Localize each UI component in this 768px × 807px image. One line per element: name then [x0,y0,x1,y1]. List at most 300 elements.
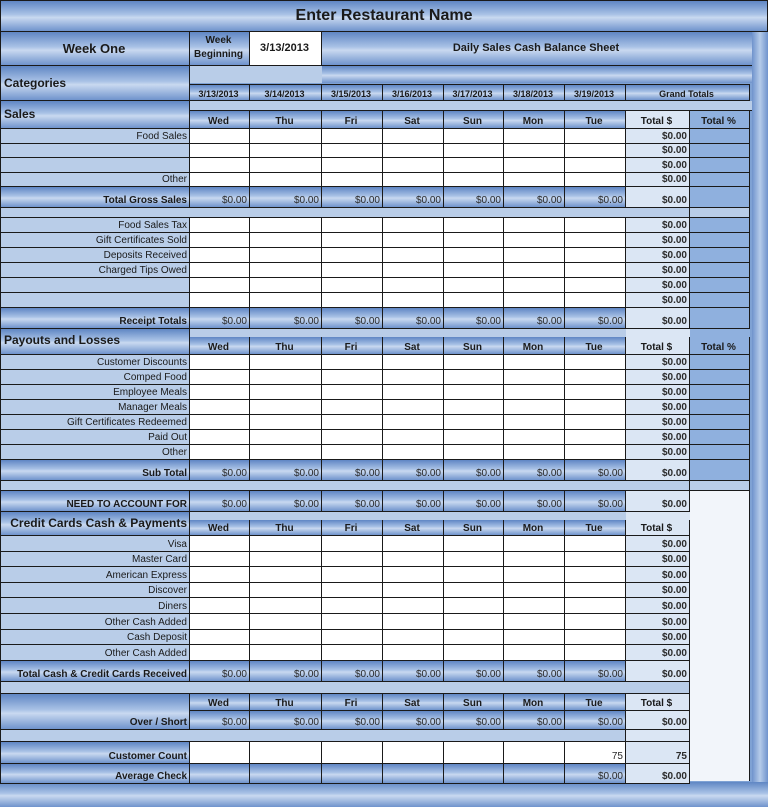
input-cell[interactable] [504,144,565,159]
day-header-tue: Tue [565,520,626,536]
input-cell[interactable] [190,218,250,233]
input-cell[interactable] [250,598,322,614]
row-label: Food Sales [0,129,190,144]
input-cell[interactable] [504,355,565,370]
week-beginning-input[interactable]: 3/13/2013 [250,32,322,66]
input-cell[interactable] [504,173,565,188]
input-cell[interactable] [383,430,444,445]
input-cell[interactable] [444,630,504,646]
over-short-cell: $0.00 [565,711,626,730]
row-pct [690,233,750,248]
customer-count-total: 75 [626,742,690,764]
input-cell[interactable] [322,129,383,144]
input-cell[interactable] [565,385,626,400]
date-header: 3/18/2013 [504,84,565,101]
input-cell[interactable] [322,158,383,173]
input-cell[interactable] [383,552,444,568]
sub-total-cell: $0.00 [444,460,504,481]
input-cell[interactable] [444,552,504,568]
sub-total-pct [690,460,750,481]
over-short-total: $0.00 [626,711,690,730]
input-cell[interactable] [322,355,383,370]
input-cell[interactable] [322,430,383,445]
input-cell[interactable] [190,536,250,552]
input-cell[interactable] [250,278,322,293]
input-cell[interactable] [383,144,444,159]
input-cell[interactable] [504,552,565,568]
input-cell[interactable] [565,370,626,385]
day-header-sun: Sun [444,111,504,129]
input-cell[interactable] [250,129,322,144]
day-header-mon: Mon [504,337,565,355]
input-cell[interactable] [504,614,565,630]
input-cell[interactable] [322,278,383,293]
row-label: Customer Discounts [0,355,190,370]
day-header-tue: Tue [565,111,626,129]
total-gross-sales-pct [690,187,750,208]
input-cell[interactable] [504,583,565,599]
need-total: $0.00 [626,491,690,512]
input-cell[interactable] [504,278,565,293]
input-cell[interactable] [190,445,250,460]
spacer [626,512,690,520]
input-cell[interactable] [504,598,565,614]
average-check-total: $0.00 [626,764,690,784]
row-total: $0.00 [626,158,690,173]
bottom-frame [0,782,768,807]
input-cell[interactable] [190,567,250,583]
input-cell[interactable] [322,248,383,263]
total-gross-sales-cell: $0.00 [322,187,383,208]
date-header: 3/19/2013 [565,84,626,101]
input-cell[interactable] [250,415,322,430]
row-total: $0.00 [626,218,690,233]
input-cell[interactable] [190,293,250,308]
receipt-totals-cell: $0.00 [504,308,565,329]
blank-area [690,491,750,781]
input-cell[interactable] [383,263,444,278]
input-cell[interactable] [444,355,504,370]
input-cell[interactable] [190,552,250,568]
row-total: $0.00 [626,567,690,583]
receipt-totals-cell: $0.00 [250,308,322,329]
input-cell[interactable] [190,129,250,144]
average-check-cell [322,764,383,784]
input-cell[interactable] [504,248,565,263]
row-label: Other Cash Added [0,614,190,630]
input-cell[interactable] [190,144,250,159]
row-pct [690,445,750,460]
input-cell[interactable] [383,415,444,430]
input-cell[interactable] [322,598,383,614]
input-cell[interactable] [444,158,504,173]
input-cell[interactable] [504,370,565,385]
input-cell[interactable] [322,552,383,568]
row-total: $0.00 [626,370,690,385]
input-cell[interactable] [190,248,250,263]
input-cell[interactable] [504,293,565,308]
input-cell[interactable] [565,645,626,661]
input-cell[interactable] [565,430,626,445]
average-check-cell [504,764,565,784]
input-cell[interactable] [444,430,504,445]
input-cell[interactable] [383,173,444,188]
input-cell[interactable] [444,144,504,159]
input-cell[interactable] [250,293,322,308]
input-cell[interactable] [565,598,626,614]
input-cell[interactable] [383,385,444,400]
input-cell[interactable] [322,583,383,599]
input-cell[interactable] [250,445,322,460]
receipt-totals-cell: $0.00 [444,308,504,329]
input-cell[interactable] [444,385,504,400]
input-cell[interactable] [444,218,504,233]
input-cell[interactable] [444,248,504,263]
total-dollar-header: Total $ [626,337,690,355]
total-gross-sales-label: Total Gross Sales [0,187,190,208]
input-cell[interactable] [250,158,322,173]
input-cell[interactable] [250,218,322,233]
input-cell[interactable] [322,233,383,248]
input-cell[interactable] [565,536,626,552]
sub-total-cell: $0.00 [322,460,383,481]
date-header: 3/14/2013 [250,84,322,101]
row-total: $0.00 [626,278,690,293]
input-cell[interactable] [383,129,444,144]
input-cell[interactable] [190,400,250,415]
sub-total-total: $0.00 [626,460,690,481]
input-cell[interactable] [383,355,444,370]
input-cell[interactable] [444,598,504,614]
input-cell[interactable] [250,430,322,445]
row-total: $0.00 [626,129,690,144]
input-cell[interactable] [565,248,626,263]
row-pct [690,293,750,308]
input-cell[interactable] [565,445,626,460]
header-spacer [190,66,322,83]
customer-count-input[interactable] [250,742,322,764]
input-cell[interactable] [444,536,504,552]
day-header-wed: Wed [190,337,250,355]
input-cell[interactable] [322,144,383,159]
input-cell[interactable] [383,400,444,415]
row-pct [690,248,750,263]
row-pct [690,370,750,385]
input-cell[interactable] [444,129,504,144]
input-cell[interactable] [383,445,444,460]
input-cell[interactable] [250,263,322,278]
total-gross-sales-cell: $0.00 [383,187,444,208]
row-label: Visa [0,536,190,552]
row-label: Charged Tips Owed [0,263,190,278]
day-header-sun: Sun [444,694,504,711]
input-cell[interactable] [322,630,383,646]
over-short-cell: $0.00 [504,711,565,730]
total-cash-credit-label: Total Cash & Credit Cards Received [0,661,190,682]
input-cell[interactable] [250,385,322,400]
row-total: $0.00 [626,400,690,415]
input-cell[interactable] [565,158,626,173]
total-pct-header: Total % [690,337,750,355]
need-cell: $0.00 [504,491,565,512]
average-check-cell [444,764,504,784]
input-cell[interactable] [565,129,626,144]
input-cell[interactable] [190,430,250,445]
spacer-row-pct [690,481,750,491]
day-header-thu: Thu [250,337,322,355]
input-cell[interactable] [250,552,322,568]
input-cell[interactable] [383,567,444,583]
input-cell[interactable] [565,355,626,370]
customer-count-input[interactable] [383,742,444,764]
input-cell[interactable] [383,598,444,614]
input-cell[interactable] [190,278,250,293]
input-cell[interactable] [190,370,250,385]
customer-count-input[interactable] [504,742,565,764]
date-header: 3/13/2013 [190,84,250,101]
row-label [0,158,190,173]
input-cell[interactable] [190,614,250,630]
categories-label: Categories [0,66,190,101]
sub-total-cell: $0.00 [565,460,626,481]
day-header-thu: Thu [250,520,322,536]
input-cell[interactable] [190,415,250,430]
total-dollar-header: Total $ [626,694,690,711]
input-cell[interactable] [565,614,626,630]
row-total: $0.00 [626,598,690,614]
input-cell[interactable] [565,552,626,568]
input-cell[interactable] [383,645,444,661]
input-cell[interactable] [383,248,444,263]
input-cell[interactable] [250,614,322,630]
input-cell[interactable] [190,645,250,661]
total-dollar-header: Total $ [626,520,690,536]
input-cell[interactable] [250,173,322,188]
input-cell[interactable] [250,645,322,661]
day-header-sun: Sun [444,337,504,355]
input-cell[interactable] [383,293,444,308]
input-cell[interactable] [383,536,444,552]
need-cell: $0.00 [250,491,322,512]
input-cell[interactable] [565,278,626,293]
need-cell: $0.00 [444,491,504,512]
row-pct [690,158,750,173]
input-cell[interactable] [383,583,444,599]
input-cell[interactable] [383,233,444,248]
input-cell[interactable] [504,445,565,460]
row-label: Diners [0,598,190,614]
grand-totals-header: Grand Totals [626,84,750,101]
total-cash-credit-total: $0.00 [626,661,690,682]
input-cell[interactable] [444,293,504,308]
input-cell[interactable] [504,158,565,173]
input-cell[interactable] [504,567,565,583]
input-cell[interactable] [322,645,383,661]
day-header-fri: Fri [322,337,383,355]
input-cell[interactable] [444,278,504,293]
customer-count-input[interactable]: 75 [565,742,626,764]
input-cell[interactable] [190,233,250,248]
input-cell[interactable] [565,218,626,233]
input-cell[interactable] [504,430,565,445]
input-cell[interactable] [250,583,322,599]
input-cell[interactable] [190,263,250,278]
row-total: $0.00 [626,173,690,188]
customer-count-input[interactable] [190,742,250,764]
input-cell[interactable] [322,218,383,233]
input-cell[interactable] [322,385,383,400]
row-label: Gift Certificates Redeemed [0,415,190,430]
input-cell[interactable] [444,614,504,630]
row-total: $0.00 [626,645,690,661]
input-cell[interactable] [565,567,626,583]
input-cell[interactable] [322,400,383,415]
day-header-tue: Tue [565,337,626,355]
input-cell[interactable] [504,400,565,415]
input-cell[interactable] [250,355,322,370]
input-cell[interactable] [565,233,626,248]
input-cell[interactable] [504,536,565,552]
row-label: Employee Meals [0,385,190,400]
need-cell: $0.00 [322,491,383,512]
input-cell[interactable] [322,173,383,188]
input-cell[interactable] [565,144,626,159]
input-cell[interactable] [383,218,444,233]
right-frame [752,32,768,782]
receipt-totals-cell: $0.00 [383,308,444,329]
average-check-cell: $0.00 [565,764,626,784]
input-cell[interactable] [250,536,322,552]
input-cell[interactable] [444,233,504,248]
input-cell[interactable] [383,158,444,173]
row-label: Other [0,173,190,188]
input-cell[interactable] [504,415,565,430]
input-cell[interactable] [190,598,250,614]
input-cell[interactable] [322,567,383,583]
input-cell[interactable] [250,630,322,646]
input-cell[interactable] [444,370,504,385]
row-label [0,278,190,293]
input-cell[interactable] [444,445,504,460]
input-cell[interactable] [322,263,383,278]
row-label: Deposits Received [0,248,190,263]
input-cell[interactable] [190,583,250,599]
total-cash-credit-cell: $0.00 [504,661,565,682]
row-pct [690,173,750,188]
credit-label: Credit Cards Cash & Payments [0,512,190,536]
input-cell[interactable] [504,218,565,233]
input-cell[interactable] [565,173,626,188]
input-cell[interactable] [504,129,565,144]
input-cell[interactable] [444,645,504,661]
input-cell[interactable] [565,400,626,415]
input-cell[interactable] [565,583,626,599]
row-pct [690,385,750,400]
input-cell[interactable] [444,583,504,599]
input-cell[interactable] [444,173,504,188]
row-pct [690,415,750,430]
input-cell[interactable] [250,567,322,583]
row-total: $0.00 [626,445,690,460]
input-cell[interactable] [322,445,383,460]
input-cell[interactable] [250,144,322,159]
input-cell[interactable] [322,536,383,552]
row-total: $0.00 [626,293,690,308]
input-cell[interactable] [190,385,250,400]
input-cell[interactable] [504,263,565,278]
day-header-sun: Sun [444,520,504,536]
spacer-row [0,481,690,491]
input-cell[interactable] [444,567,504,583]
day-header-thu: Thu [250,111,322,129]
sub-total-cell: $0.00 [383,460,444,481]
day-header-mon: Mon [504,111,565,129]
input-cell[interactable] [190,173,250,188]
input-cell[interactable] [565,415,626,430]
row-total: $0.00 [626,430,690,445]
input-cell[interactable] [444,400,504,415]
row-total: $0.00 [626,583,690,599]
input-cell[interactable] [383,614,444,630]
input-cell[interactable] [504,385,565,400]
input-cell[interactable] [444,415,504,430]
input-cell[interactable] [322,415,383,430]
input-cell[interactable] [322,370,383,385]
receipt-totals-pct [690,308,750,329]
row-total: $0.00 [626,552,690,568]
input-cell[interactable] [504,233,565,248]
row-total: $0.00 [626,233,690,248]
input-cell[interactable] [250,370,322,385]
input-cell[interactable] [190,355,250,370]
row-label: Manager Meals [0,400,190,415]
input-cell[interactable] [190,158,250,173]
input-cell[interactable] [250,248,322,263]
input-cell[interactable] [250,233,322,248]
input-cell[interactable] [322,614,383,630]
row-total: $0.00 [626,248,690,263]
row-pct [690,129,750,144]
row-pct [690,430,750,445]
customer-count-input[interactable] [444,742,504,764]
page-title[interactable]: Enter Restaurant Name [295,7,473,24]
input-cell[interactable] [250,400,322,415]
input-cell[interactable] [444,263,504,278]
spacer [626,329,690,337]
row-total: $0.00 [626,614,690,630]
input-cell[interactable] [565,293,626,308]
spacer-row-pct [690,208,750,218]
row-label: Discover [0,583,190,599]
customer-count-input[interactable] [322,742,383,764]
input-cell[interactable] [565,263,626,278]
input-cell[interactable] [383,370,444,385]
need-label: NEED TO ACCOUNT FOR [0,491,190,512]
input-cell[interactable] [565,630,626,646]
total-cash-credit-cell: $0.00 [444,661,504,682]
input-cell[interactable] [322,293,383,308]
input-cell[interactable] [504,645,565,661]
day-header-wed: Wed [190,520,250,536]
input-cell[interactable] [190,630,250,646]
input-cell[interactable] [383,278,444,293]
average-check-cell [383,764,444,784]
spacer [690,329,750,337]
input-cell[interactable] [504,630,565,646]
input-cell[interactable] [383,630,444,646]
total-cash-credit-cell: $0.00 [250,661,322,682]
over-short-cell: $0.00 [250,711,322,730]
